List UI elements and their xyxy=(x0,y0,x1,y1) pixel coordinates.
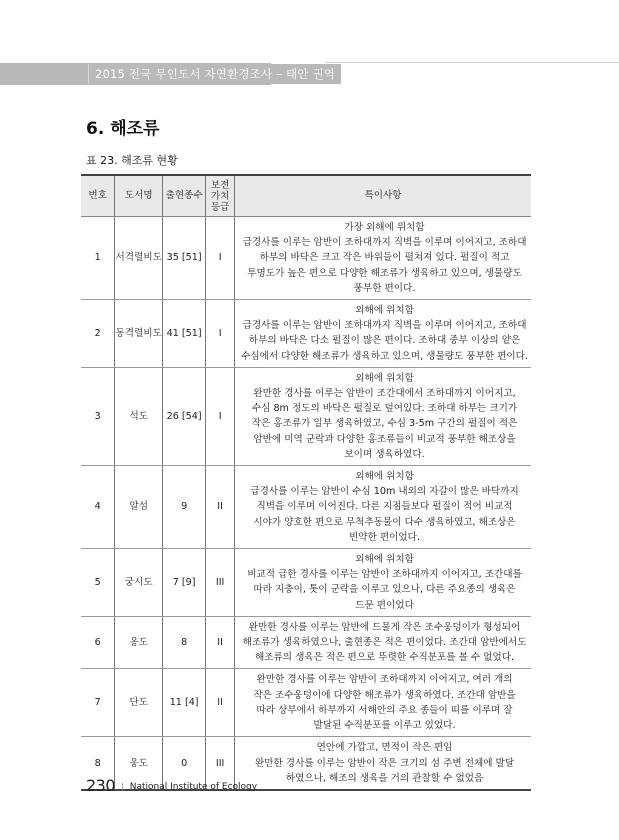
note-line: 직벽을 이루며 이어진다. 다른 지점들보다 펄질이 적어 비교적 xyxy=(256,501,513,513)
cell-island: 석도 xyxy=(115,367,163,465)
table-caption: 표 23. 해조류 현황 xyxy=(86,154,178,167)
table-row xyxy=(81,466,531,549)
note-line: 보이며 생육하였다. xyxy=(344,448,425,460)
page-footer xyxy=(86,776,257,795)
cell-species: 35 [51] xyxy=(163,217,206,300)
cell-no: 1 xyxy=(81,217,115,300)
note-line: 따라 지충이, 톳이 군락을 이루고 있으나, 다른 주요종의 생육은 xyxy=(253,584,516,596)
note-line: 시야가 양호한 편으로 무척추동물이 다수 생육하였고, 해조상은 xyxy=(253,516,516,528)
cell-no: 8 xyxy=(81,737,115,790)
cell-no: 7 xyxy=(81,669,115,737)
header-species: 출현종수 xyxy=(163,175,206,217)
cell-notes xyxy=(235,669,531,737)
cell-grade: III xyxy=(206,737,235,790)
cell-grade: II xyxy=(206,616,235,669)
header-grade-line: 보전 xyxy=(210,179,230,191)
cell-species: 9 xyxy=(163,466,206,549)
note-line: 완만한 경사를 이루는 암반이 작은 크기의 섬 주변 전체에 발달 xyxy=(254,757,515,769)
header-notes: 특이사항 xyxy=(235,175,531,217)
section-title: 6. 해조류 xyxy=(86,119,160,139)
note-line: 해조류가 생육하였으나, 출현종은 적은 편이었다. 조간대 암반에서도 xyxy=(242,637,527,649)
table-row xyxy=(81,367,531,465)
cell-notes xyxy=(235,300,531,368)
cell-notes xyxy=(235,217,531,300)
note-line: 하부의 바닥은 크고 작은 바위들이 펼쳐져 있다. 펄질이 적고 xyxy=(259,252,510,264)
table-row xyxy=(81,616,531,669)
cell-island: 단도 xyxy=(115,669,163,737)
cell-no: 6 xyxy=(81,616,115,669)
running-title: 2015 전국 무인도서 자연환경조사 – 태안 권역 xyxy=(88,64,341,84)
note-line: 비교적 급한 경사를 이루는 암반이 조하대까지 이어지고, 조간대를 xyxy=(247,569,522,581)
cell-island: 웅도 xyxy=(115,737,163,790)
cell-grade: II xyxy=(206,669,235,737)
header-island: 도서명 xyxy=(115,175,163,217)
table-row xyxy=(81,549,531,617)
note-line: 급경사를 이루는 암반이 조하대까지 직벽을 이루며 이어지고, 조하대 xyxy=(242,320,527,332)
header-grade-line: 등급 xyxy=(210,201,230,213)
table-row xyxy=(81,669,531,737)
note-line: 하부의 바닥은 다소 펄질이 많은 편이다. 조하대 중부 이상의 얕은 xyxy=(248,335,521,347)
cell-notes xyxy=(235,549,531,617)
cell-grade: II xyxy=(206,466,235,549)
footer-separator: | xyxy=(121,782,124,791)
note-line: 작은 조수웅덩이에 다양한 해조류가 생육하였다. 조간대 암반을 xyxy=(253,689,516,701)
cell-species: 7 [9] xyxy=(163,549,206,617)
note-line: 하였으나, 해조의 생육을 거의 관찰할 수 없었음 xyxy=(285,772,484,784)
cell-species: 26 [54] xyxy=(163,367,206,465)
cell-grade: I xyxy=(206,367,235,465)
cell-notes xyxy=(235,367,531,465)
header-no: 번호 xyxy=(81,175,115,217)
cell-no: 2 xyxy=(81,300,115,368)
cell-grade: I xyxy=(206,300,235,368)
note-line: 완만한 경사를 이루는 암반에 드물게 작은 조수웅덩이가 형성되어 xyxy=(248,621,521,633)
publisher-name: National Institute of Ecology xyxy=(129,782,258,792)
cell-no: 5 xyxy=(81,549,115,617)
cell-no: 4 xyxy=(81,466,115,549)
cell-island: 궁시도 xyxy=(115,549,163,617)
note-line: 외해에 위치함 xyxy=(355,554,414,566)
note-line: 급경사를 이루는 암반이 조하대까지 직벽을 이루며 이어지고, 조하대 xyxy=(242,237,527,249)
cell-island: 동격렬비도 xyxy=(115,300,163,368)
note-line: 드문 편이었다 xyxy=(355,599,414,611)
header-grade xyxy=(206,175,235,217)
cell-species: 11 [4] xyxy=(163,669,206,737)
cell-island: 서격렬비도 xyxy=(115,217,163,300)
cell-island: 알섬 xyxy=(115,466,163,549)
note-line: 해조류의 생육은 적은 편으로 뚜렷한 수직분포를 볼 수 없었다. xyxy=(254,652,515,664)
note-line: 외해에 위치함 xyxy=(355,471,414,483)
cell-notes xyxy=(235,737,531,790)
header-rule xyxy=(325,62,619,63)
cell-species: 8 xyxy=(163,616,206,669)
cell-notes xyxy=(235,616,531,669)
note-line: 빈약한 편이었다. xyxy=(349,531,421,543)
cell-notes xyxy=(235,466,531,549)
cell-no: 3 xyxy=(81,367,115,465)
table-row xyxy=(81,217,531,300)
note-line: 완만한 경사를 이루는 암반이 조간대에서 조하대까지 이어지고, xyxy=(253,388,516,400)
note-line: 완만한 경사를 이루는 암반이 조하대까지 이어지고, 여러 개의 xyxy=(256,674,513,686)
note-line: 수심 8m 정도의 바닥은 펄질로 덮여있다. 조하대 하부는 크기가 xyxy=(251,403,518,415)
note-line: 투명도가 높은 편으로 다양한 해조류가 생육하고 있으며, 생물량도 xyxy=(247,267,522,279)
cell-species: 41 [51] xyxy=(163,300,206,368)
note-line: 풍부한 편이다. xyxy=(353,282,416,294)
note-line: 외해에 위치함 xyxy=(355,305,414,317)
note-line: 발달된 수직분포를 이루고 있었다. xyxy=(313,720,456,732)
algae-status-table xyxy=(81,174,531,791)
note-line: 따라 상부에서 하부까지 서해안의 주요 종들이 띠를 이루며 잘 xyxy=(256,704,513,716)
note-line: 작은 홍조류가 일부 생육하였고, 수심 3-5m 구간의 펄질이 적은 xyxy=(251,418,518,430)
note-line: 가장 외해에 위치함 xyxy=(344,222,425,233)
table-header-row xyxy=(81,175,531,217)
cell-grade: I xyxy=(206,217,235,300)
note-line: 외해에 위치함 xyxy=(355,372,414,384)
table-row xyxy=(81,300,531,368)
note-line: 수심에서 다양한 해조류가 생육하고 있으며, 생물량도 풍부한 편이다. xyxy=(241,350,528,362)
cell-island: 옹도 xyxy=(115,616,163,669)
header-grade-line: 가치 xyxy=(210,190,230,202)
note-line: 급경사를 이루는 암반이 수심 10m 내외의 자갈이 많은 바닥까지 xyxy=(250,486,519,498)
note-line: 연안에 가깝고, 면적이 작은 편임 xyxy=(316,742,453,754)
note-line: 암반에 미역 군락과 다양한 홍조류들이 비교적 풍부한 해조상을 xyxy=(253,433,516,445)
cell-species: 0 xyxy=(163,737,206,790)
cell-grade: III xyxy=(206,549,235,617)
page-number: 230 xyxy=(86,776,116,795)
